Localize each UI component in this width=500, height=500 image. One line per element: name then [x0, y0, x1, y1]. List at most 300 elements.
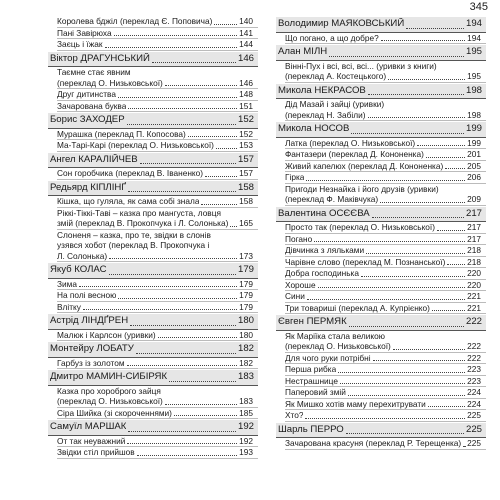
- toc-entry[interactable]: [48, 230, 258, 263]
- toc-entry[interactable]: [276, 268, 486, 280]
- dot-leader: [188, 136, 237, 137]
- author-name: Астрід ЛІНДҐРЕН: [50, 315, 129, 326]
- entry-row: [276, 234, 486, 245]
- page-number: 345: [469, 1, 488, 13]
- dot-leader: [381, 40, 465, 41]
- toc-entry[interactable]: [48, 39, 258, 51]
- entry-row: [276, 222, 486, 233]
- entry-page-number: 201: [467, 149, 481, 159]
- dot-leader: [463, 446, 465, 447]
- toc-entry[interactable]: [48, 101, 258, 113]
- entry-title: Хороше: [285, 279, 316, 290]
- toc-entry[interactable]: [276, 257, 486, 269]
- toc-entry[interactable]: [276, 303, 486, 315]
- entry-title: (переклад О. Низьковської): [285, 341, 391, 351]
- entry-title: Звідки стіл прийшов: [57, 447, 135, 457]
- entry-row: [276, 194, 486, 205]
- entry-separator: [285, 449, 486, 450]
- author-page-number: 222: [465, 316, 482, 327]
- toc-entry[interactable]: [48, 28, 258, 40]
- dot-leader: [128, 108, 237, 109]
- toc-author-heading[interactable]: [48, 181, 258, 197]
- entry-title-line: узявся хобот (переклад В. Прокопчука і: [57, 240, 210, 250]
- entry-page-number: 153: [239, 140, 253, 150]
- entry-title-line: Казка про хороброго зайця: [57, 385, 161, 396]
- toc-entry[interactable]: [276, 353, 486, 365]
- dot-leader: [140, 163, 236, 164]
- entry-title: На полі весною: [57, 290, 117, 300]
- dot-leader: [105, 47, 238, 48]
- entry-separator: [285, 313, 486, 314]
- entry-page-number: 199: [467, 137, 481, 148]
- dot-leader: [340, 383, 465, 384]
- entry-title: Фантазери (переклад Д. Кононенка): [285, 149, 424, 159]
- entry-title: Гірка: [285, 172, 305, 182]
- toc-entry[interactable]: [276, 222, 486, 234]
- toc-entry[interactable]: [276, 61, 486, 83]
- entry-title: Погано: [285, 233, 313, 244]
- entry-title: Добра господинька: [285, 268, 359, 278]
- entry-page-number: 157: [239, 168, 253, 178]
- entry-page-number: 225: [467, 438, 481, 448]
- dot-leader: [165, 85, 237, 86]
- dot-leader: [388, 79, 465, 80]
- entry-title: (переклад О. Низьковської): [57, 77, 163, 88]
- entry-page-number: 222: [467, 352, 481, 363]
- entry-page-number: 158: [239, 196, 253, 206]
- toc-entry[interactable]: [276, 387, 486, 399]
- entry-page-number: 179: [239, 290, 253, 300]
- entry-row: [276, 303, 486, 314]
- entry-title: Мурашка (переклад П. Копосова): [57, 128, 186, 139]
- author-name: Монтейру ЛОБАТУ: [50, 343, 134, 354]
- entry-title: Просто так (переклад О. Низьковської): [285, 222, 435, 232]
- entry-separator: [57, 368, 258, 369]
- toc-author-heading[interactable]: [276, 122, 486, 138]
- entry-title: (переклад О. Низьковської): [57, 396, 163, 406]
- entry-separator: [57, 340, 258, 341]
- author-name: Микола НОСОВ: [278, 123, 350, 134]
- toc-author-heading[interactable]: [48, 52, 258, 68]
- author-page-number: 183: [237, 371, 254, 382]
- dot-leader: [361, 276, 465, 277]
- entry-separator: [57, 312, 258, 313]
- entry-row: [48, 408, 258, 419]
- author-name: Микола НЕКРАСОВ: [278, 84, 366, 96]
- author-name: Редьярд КІПЛІНҐ: [50, 181, 126, 193]
- entry-row: [276, 410, 486, 421]
- toc-entry[interactable]: [48, 16, 258, 28]
- toc-author-heading[interactable]: [48, 342, 258, 358]
- toc-author-heading[interactable]: [276, 207, 486, 223]
- entry-title: Сон горобчика (переклад В. Іваненко): [57, 168, 204, 178]
- toc-author-heading[interactable]: [276, 17, 486, 33]
- entry-separator: [285, 205, 486, 206]
- entry-title-line: Таємне стає явним: [57, 67, 131, 77]
- entry-title: Дівчинка з ляльками: [285, 245, 365, 255]
- dot-leader: [368, 94, 464, 95]
- entry-row: [48, 140, 258, 151]
- entry-title: Сини: [285, 291, 305, 301]
- dot-leader: [165, 404, 237, 405]
- entry-title: Як Мишко хотів маму перехитрувати: [285, 398, 426, 409]
- entry-row: [48, 358, 258, 369]
- dot-leader: [158, 337, 238, 338]
- author-page-number: 179: [237, 264, 254, 275]
- author-name: Якуб КОЛАС: [50, 264, 107, 275]
- author-page-number: 157: [237, 153, 254, 165]
- entry-row: [276, 353, 486, 364]
- entry-row: [48, 436, 258, 447]
- toc-entry[interactable]: [276, 33, 486, 45]
- author-page-number: 146: [237, 52, 254, 64]
- toc-entry[interactable]: [48, 129, 258, 141]
- entry-separator: [57, 261, 258, 262]
- author-page-number: 192: [237, 421, 254, 432]
- author-name: Дмитро МАМИН-СИБІРЯК: [50, 371, 168, 382]
- entry-title: Зима: [57, 278, 77, 289]
- entry-title: Заєць і їжак: [57, 39, 103, 49]
- author-page-number: 158: [237, 181, 254, 193]
- dot-leader: [83, 309, 237, 310]
- dot-leader: [216, 148, 237, 149]
- dot-leader: [169, 381, 236, 382]
- entry-row: [276, 280, 486, 291]
- entry-row: [48, 89, 258, 100]
- dot-leader: [368, 117, 466, 118]
- entry-title: (переклад А. Костецького): [285, 71, 387, 81]
- entry-title: Гарбуз із золотом: [57, 357, 125, 368]
- toc-author-heading[interactable]: [276, 423, 486, 439]
- entry-separator: [285, 120, 486, 121]
- entry-row: [48, 129, 258, 140]
- entry-row: [276, 149, 486, 160]
- toc-entry[interactable]: [276, 280, 486, 292]
- entry-separator: [285, 43, 486, 44]
- toc-entry[interactable]: [48, 358, 258, 370]
- dot-leader: [351, 133, 464, 134]
- entry-row: [276, 138, 486, 149]
- toc-entry[interactable]: [48, 140, 258, 152]
- author-name: Алан МІЛН: [278, 46, 328, 57]
- entry-title: Живий капелюх (переклад Д. Кононенка): [285, 160, 444, 171]
- entry-title-line: Як Маріїка стала великою: [285, 330, 385, 341]
- author-page-number: 195: [465, 46, 482, 57]
- dot-leader: [437, 230, 465, 231]
- entry-title-line: Вінні-Пух і всі, всі, всі... (уривки з книги): [285, 60, 437, 71]
- entry-page-number: 218: [467, 245, 481, 255]
- author-page-number: 152: [237, 114, 254, 125]
- toc-entry[interactable]: [48, 302, 258, 314]
- dot-leader: [114, 35, 238, 36]
- entry-page-number: 222: [467, 341, 481, 351]
- entry-row: [48, 279, 258, 290]
- entry-page-number: 152: [239, 128, 253, 139]
- toc-author-heading[interactable]: [48, 370, 258, 386]
- author-page-number: 225: [465, 423, 482, 435]
- dot-leader: [318, 287, 466, 288]
- entry-page-number: 220: [467, 268, 481, 278]
- entry-separator: [57, 458, 258, 459]
- dot-leader: [346, 433, 464, 434]
- entry-title: Чарівне слово (переклад М. Познанської): [285, 256, 446, 267]
- dot-leader: [329, 56, 464, 57]
- entry-title: Королева бджіл (переклад Є. Поповича): [57, 16, 213, 26]
- dot-leader: [445, 168, 465, 169]
- toc-entry[interactable]: [48, 386, 258, 408]
- dot-leader: [109, 258, 237, 259]
- entry-page-number: 165: [239, 218, 253, 228]
- entry-row: [276, 33, 486, 44]
- entry-row: [48, 168, 258, 179]
- dot-leader: [432, 310, 465, 311]
- toc-author-heading[interactable]: [48, 113, 258, 129]
- entry-title: Зачарована буква: [57, 100, 127, 111]
- entry-page-number: 192: [239, 435, 253, 446]
- author-name: Володимир МАЯКОВСЬКИЙ: [278, 18, 405, 29]
- entry-title: Сіра Шийка (зі скороченнями): [57, 407, 172, 418]
- toc-entry[interactable]: [48, 89, 258, 101]
- entry-page-number: 220: [467, 279, 481, 290]
- author-page-number: 199: [465, 123, 482, 134]
- entry-title: змій (переклад В. Прокопчука і Л. Солонька): [57, 218, 229, 228]
- entry-page-number: 224: [467, 398, 481, 409]
- entry-page-number: 141: [239, 27, 253, 38]
- dot-leader: [230, 226, 237, 227]
- entry-page-number: 218: [467, 256, 481, 267]
- dot-leader: [447, 264, 465, 265]
- entry-separator: [57, 418, 258, 419]
- dot-leader: [118, 97, 237, 98]
- entry-page-number: 223: [467, 375, 481, 386]
- toc-entry[interactable]: [276, 234, 486, 246]
- entry-title-line: Пригоди Незнайка і його друзів (уривки): [285, 183, 439, 194]
- toc-entry[interactable]: [276, 184, 486, 206]
- entry-title-line: Дід Мазай і зайці (уривки): [285, 99, 385, 109]
- dot-leader: [373, 360, 466, 361]
- entry-row: [48, 39, 258, 50]
- entry-title: Нестрашнице: [285, 375, 338, 386]
- dot-leader: [366, 253, 465, 254]
- entry-page-number: 140: [239, 16, 253, 26]
- entry-title: Кішка, що гуляла, як сама собі знала: [57, 196, 200, 206]
- toc-entry[interactable]: [48, 208, 258, 230]
- entry-row: [276, 364, 486, 375]
- dot-leader: [205, 176, 237, 177]
- dot-leader: [417, 145, 465, 146]
- entry-row: [48, 251, 258, 262]
- entry-page-number: 195: [467, 71, 481, 81]
- toc-author-heading[interactable]: [276, 84, 486, 100]
- entry-row: [276, 71, 486, 82]
- entry-page-number: 194: [467, 32, 481, 43]
- entry-page-number: 183: [239, 396, 253, 406]
- entry-page-number: 179: [239, 278, 253, 289]
- dot-leader: [305, 418, 465, 419]
- dot-leader: [372, 217, 464, 218]
- toc-entry[interactable]: [276, 291, 486, 303]
- entry-page-number: 144: [239, 39, 253, 49]
- author-name: Шарль ПЕРРО: [278, 423, 344, 435]
- dot-leader: [349, 326, 464, 327]
- entry-row: [276, 268, 486, 279]
- entry-separator: [57, 179, 258, 180]
- entry-title: Ма-Тарі-Карі (переклад О. Низьковської): [57, 140, 214, 150]
- dot-leader: [109, 274, 236, 275]
- entry-row: [276, 172, 486, 183]
- author-name: Євген ПЕРМЯК: [278, 316, 347, 327]
- toc-entry[interactable]: [276, 399, 486, 411]
- entry-row: [48, 330, 258, 341]
- entry-title: Паперовий змій: [285, 387, 346, 397]
- entry-row: [48, 290, 258, 301]
- entry-row: [276, 376, 486, 387]
- entry-separator: [57, 50, 258, 51]
- dot-leader: [137, 455, 237, 456]
- entry-separator: [285, 421, 486, 422]
- dot-leader: [79, 286, 237, 287]
- dot-leader: [306, 180, 465, 181]
- entry-row: [276, 341, 486, 352]
- dot-leader: [307, 299, 465, 300]
- dot-leader: [338, 372, 465, 373]
- author-name: Ангел КАРАЛІЙЧЕВ: [50, 153, 138, 165]
- entry-title: Хто?: [285, 410, 304, 420]
- entry-row: [48, 16, 258, 27]
- toc-entry[interactable]: [276, 364, 486, 376]
- dot-leader: [393, 349, 465, 350]
- entry-page-number: 182: [239, 357, 253, 368]
- entry-page-number: 151: [239, 100, 253, 111]
- entry-page-number: 185: [239, 407, 253, 418]
- toc-entry[interactable]: [48, 168, 258, 180]
- toc-entry[interactable]: [276, 138, 486, 150]
- toc-author-heading[interactable]: [48, 420, 258, 436]
- dot-leader: [130, 325, 236, 326]
- toc-entry[interactable]: [48, 279, 258, 291]
- toc-entry[interactable]: [276, 438, 486, 450]
- entry-page-number: 173: [239, 250, 253, 261]
- entry-page-number: 217: [467, 233, 481, 244]
- toc-author-heading[interactable]: [276, 315, 486, 331]
- entry-separator: [57, 111, 258, 112]
- dot-leader: [406, 28, 464, 29]
- entry-title-line: Слоненя – казка, про те, звідки в слонів: [57, 229, 211, 240]
- left-toc-column: [48, 16, 258, 459]
- entry-row: [48, 78, 258, 89]
- entry-page-number: 198: [467, 109, 481, 120]
- entry-page-number: 179: [239, 301, 253, 312]
- author-page-number: 194: [465, 18, 482, 29]
- toc-author-heading[interactable]: [48, 314, 258, 330]
- entry-page-number: 225: [467, 410, 481, 420]
- entry-row: [276, 399, 486, 410]
- dot-leader: [380, 202, 465, 203]
- entry-title: От так неуважний: [57, 435, 126, 446]
- toc-entry[interactable]: [48, 330, 258, 342]
- entry-page-number: 206: [467, 172, 481, 182]
- entry-row: [48, 28, 258, 39]
- right-toc-column: [276, 16, 486, 450]
- dot-leader: [201, 204, 237, 205]
- entry-row: [276, 438, 486, 449]
- toc-entry[interactable]: [276, 331, 486, 353]
- toc-entry[interactable]: [276, 149, 486, 161]
- entry-title: Л. Солонька): [57, 250, 108, 261]
- entry-title: (переклад Н. Забіли): [285, 109, 366, 120]
- entry-row: [276, 291, 486, 302]
- entry-title: Перша рибка: [285, 364, 337, 374]
- entry-page-number: 224: [467, 387, 481, 397]
- entry-page-number: 148: [239, 89, 253, 99]
- dot-leader: [128, 191, 236, 192]
- entry-title: Латка (переклад О. Низьковської): [285, 137, 416, 148]
- entry-row: [48, 218, 258, 229]
- toc-entry[interactable]: [48, 290, 258, 302]
- dot-leader: [314, 241, 465, 242]
- entry-row: [48, 101, 258, 112]
- entry-row: [48, 396, 258, 407]
- toc-entry[interactable]: [48, 67, 258, 89]
- entry-page-number: 221: [467, 291, 481, 301]
- toc-entry[interactable]: [276, 161, 486, 173]
- author-name: Борис ЗАХОДЕР: [50, 114, 125, 125]
- author-name: Валентина ОСЄЄВА: [278, 207, 370, 219]
- toc-entry[interactable]: [48, 436, 258, 448]
- toc-entry[interactable]: [276, 410, 486, 422]
- dot-leader: [118, 298, 237, 299]
- entry-title: Для чого руки потрібні: [285, 352, 371, 363]
- dot-leader: [127, 365, 238, 366]
- dot-leader: [127, 124, 236, 125]
- entry-separator: [285, 82, 486, 83]
- toc-entry[interactable]: [276, 245, 486, 257]
- entry-page-number: 209: [467, 194, 481, 204]
- author-name: Самуїл МАРШАК: [50, 421, 127, 432]
- toc-entry[interactable]: [276, 172, 486, 184]
- dot-leader: [428, 406, 465, 407]
- toc-entry[interactable]: [276, 376, 486, 388]
- entry-page-number: 180: [239, 329, 253, 340]
- author-page-number: 180: [237, 315, 254, 326]
- toc-entry[interactable]: [48, 196, 258, 208]
- author-name: Віктор ДРАГУНСЬКИЙ: [50, 52, 150, 64]
- entry-page-number: 193: [239, 447, 253, 457]
- entry-row: [276, 161, 486, 172]
- entry-row: [276, 257, 486, 268]
- entry-page-number: 223: [467, 364, 481, 374]
- entry-row: [276, 387, 486, 398]
- dot-leader: [127, 443, 237, 444]
- entry-title: Влітку: [57, 301, 81, 312]
- entry-title: Що погано, а що добре?: [285, 32, 379, 43]
- dot-leader: [136, 353, 236, 354]
- toc-author-heading[interactable]: [48, 263, 258, 279]
- entry-row: [276, 245, 486, 256]
- toc-entry[interactable]: [276, 99, 486, 121]
- toc-entry[interactable]: [48, 408, 258, 420]
- entry-page-number: 146: [239, 77, 253, 88]
- author-page-number: 217: [465, 207, 482, 219]
- entry-title: Пані Завірюха: [57, 27, 112, 38]
- toc-author-heading[interactable]: [48, 153, 258, 169]
- entry-separator: [57, 151, 258, 152]
- toc-author-heading[interactable]: [276, 45, 486, 61]
- toc-entry[interactable]: [48, 447, 258, 459]
- entry-page-number: 221: [467, 302, 481, 313]
- entry-row: [48, 447, 258, 458]
- entry-title-line: Ріккі-Тіккі-Таві – казка про мангуста, ловця: [57, 207, 221, 218]
